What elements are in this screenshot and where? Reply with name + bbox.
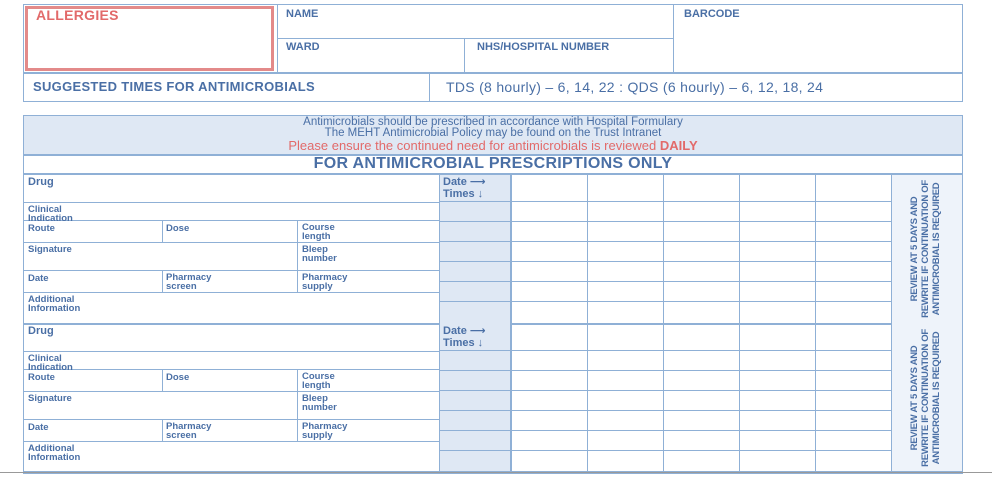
review-line-2: REWRITE IF CONTINUATION OF [920,328,931,467]
prescription-frame [23,174,963,472]
notice-line-1: Antimicrobials should be prescribed in accordance with Hospital Formulary [303,116,683,128]
signature-label: Signature [28,393,72,404]
pharmacy-supply-label: Pharmacy supply [302,421,348,441]
review-line-3: ANTIMICROBIAL IS REQUIRED [931,182,942,315]
additional-information-label: Additional Information [28,443,81,463]
review-line-1: REVIEW AT 5 DAYS AND [909,196,920,301]
date-label: Date [28,273,49,284]
nhs-number-label: NHS/HOSPITAL NUMBER [477,41,610,53]
date-arrow-text: Date [443,325,467,337]
course-length-label: Course length [302,222,335,242]
times-arrow-text: Times [443,188,475,200]
date-arrow-text: Date [443,176,467,188]
dose-label: Dose [166,372,190,383]
allergies-label: ALLERGIES [36,7,119,23]
name-label: NAME [286,8,319,20]
pharmacy-screen-label: Pharmacy screen [166,272,212,292]
prescriptions-title: FOR ANTIMICROBIAL PRESCRIPTIONS ONLY [313,155,673,172]
course-length-label: Course length [302,371,335,391]
notice-daily: DAILY [659,138,698,153]
drug-label: Drug [28,176,54,188]
suggested-times-value: TDS (8 hourly) – 6, 14, 22 : QDS (6 hourly) – 6, 12, 18, 24 [446,79,824,95]
bleep-number-label: Bleep number [302,393,337,413]
review-line-3: ANTIMICROBIAL IS REQUIRED [931,331,942,464]
route-label: Route [28,372,55,383]
right-arrow-icon: ⟶ [469,176,486,188]
notice-line-2: The MEHT Antimicrobial Policy may be found on the Trust Intranet [324,127,662,139]
dose-label: Dose [166,223,190,234]
clinical-indication-label: Clinical Indication [28,353,73,373]
right-arrow-icon: ⟶ [469,325,486,337]
pharmacy-screen-label: Pharmacy screen [166,421,212,441]
date-label: Date [28,422,49,433]
signature-label: Signature [28,244,72,255]
review-line-2: REWRITE IF CONTINUATION OF [920,179,931,318]
ward-label: WARD [286,41,320,53]
down-arrow-icon: ↓ [477,188,484,200]
barcode-label: BARCODE [684,8,740,20]
clinical-indication-label: Clinical Indication [28,204,73,224]
down-arrow-icon: ↓ [477,337,484,349]
drug-label: Drug [28,325,54,337]
review-line-1: REVIEW AT 5 DAYS AND [909,345,920,450]
route-label: Route [28,223,55,234]
pharmacy-supply-label: Pharmacy supply [302,272,348,292]
suggested-times-label: SUGGESTED TIMES FOR ANTIMICROBIALS [33,79,315,94]
additional-information-label: Additional Information [28,294,81,314]
page-rule [0,472,992,473]
times-arrow-text: Times [443,337,475,349]
bleep-number-label: Bleep number [302,244,337,264]
notice-line-3-text: Please ensure the continued need for antimicrobials is reviewed [288,138,657,153]
notice-line-3 [23,138,963,153]
